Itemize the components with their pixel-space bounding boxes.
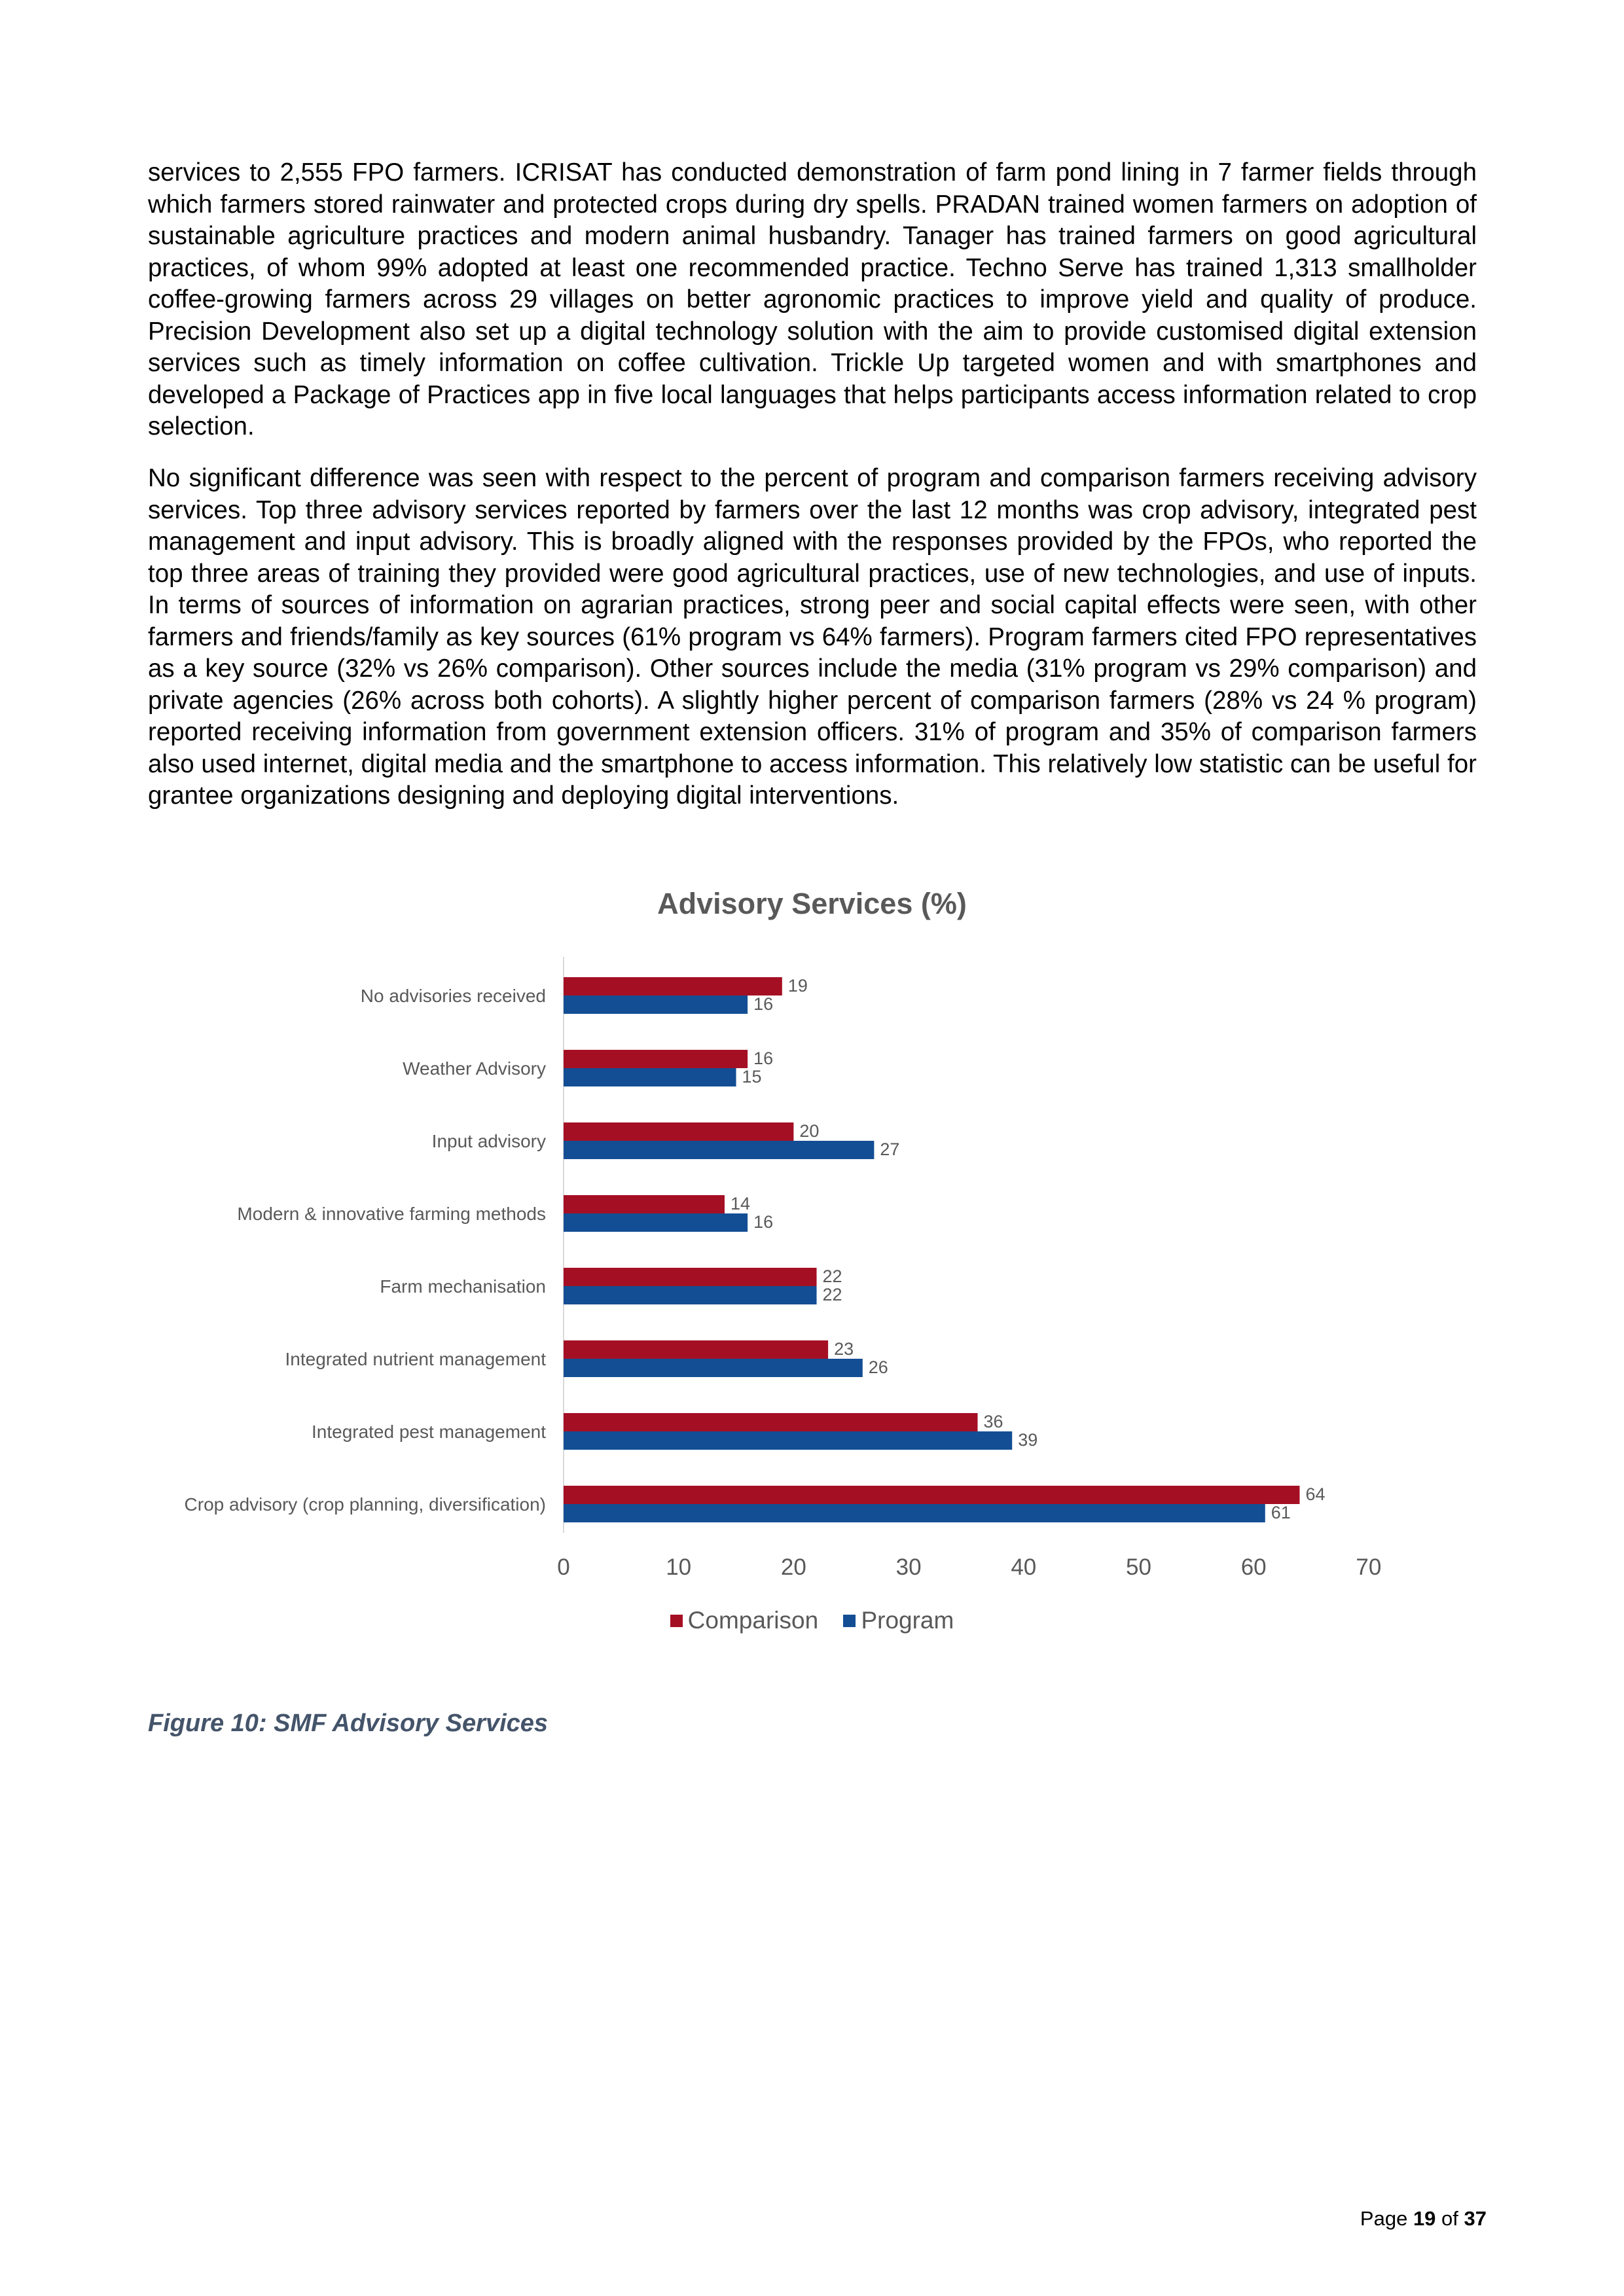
data-label-comparison: 16 — [753, 1049, 774, 1068]
data-label-program: 22 — [822, 1285, 842, 1304]
data-label-comparison: 14 — [730, 1194, 751, 1213]
figure-caption: Figure 10: SMF Advisory Services — [148, 1710, 549, 1737]
data-label-comparison: 20 — [799, 1121, 820, 1141]
category-label: Farm mechanisation — [380, 1276, 546, 1297]
data-label-comparison: 23 — [834, 1339, 854, 1359]
bar-program-7 — [564, 1504, 1265, 1522]
bar-comparison-2 — [564, 1122, 793, 1141]
data-label-comparison: 22 — [822, 1266, 842, 1286]
footer-page-total: 37 — [1464, 2207, 1487, 2230]
data-label-comparison: 36 — [983, 1412, 1003, 1431]
page-footer — [1360, 2207, 1487, 2231]
x-tick-label: 30 — [895, 1554, 922, 1580]
bar-program-2 — [564, 1141, 874, 1159]
bar-program-3 — [564, 1213, 748, 1232]
bar-program-0 — [564, 996, 748, 1014]
data-label-program: 61 — [1271, 1503, 1291, 1522]
footer-of: of — [1435, 2207, 1464, 2230]
legend-label-comparison: Comparison — [687, 1607, 819, 1634]
data-label-comparison: 64 — [1305, 1484, 1326, 1504]
bar-program-5 — [564, 1359, 863, 1377]
bar-comparison-3 — [564, 1195, 725, 1213]
chart-legend — [0, 1607, 1624, 1634]
data-label-program: 16 — [753, 994, 774, 1014]
legend-item-program — [843, 1607, 954, 1634]
x-tick-label: 50 — [1126, 1554, 1151, 1580]
body-paragraph-2: No significant difference was seen with respect to the percent of program and comparison farmers receiving advisory services. Top three advisory services reported by farmers over the last 12 months was crop advisory, integrated pest management and input advisory. This is broadly aligned with the responses provided by the FPOs, who reported the top three areas of training they provided were good agricultural practices, use of new technologies, and use of inputs. In terms of sources of information on agrarian practices, strong peer and social capital effects were seen, with other farmers and friends/family as key sources (61% program vs 64% farmers). Program farmers cited FPO representatives as a key source (32% vs 26% comparison). Other sources include the media (31% program vs 29% comparison) and private agencies (26% across both cohorts). A slightly higher percent of comparison farmers (28% vs 24 % program) reported receiving information from government extension officers. 31% of program and 35% of comparison farmers also used internet, digital media and the smartphone to access information. This relatively low statistic can be useful for grantee organizations designing and deploying digital interventions. — [148, 464, 1477, 810]
legend-label-program: Program — [861, 1607, 954, 1634]
data-label-program: 15 — [742, 1067, 762, 1086]
category-label: Weather Advisory — [403, 1058, 546, 1079]
data-label-comparison: 19 — [787, 976, 808, 996]
x-tick-label: 10 — [666, 1554, 692, 1580]
footer-page-number: 19 — [1413, 2207, 1436, 2230]
data-label-program: 39 — [1018, 1430, 1038, 1450]
chart-title: Advisory Services (%) — [657, 887, 967, 920]
x-tick-label: 70 — [1356, 1554, 1382, 1580]
bar-program-1 — [564, 1068, 736, 1086]
category-label: Crop advisory (crop planning, diversification) — [184, 1494, 546, 1515]
footer-prefix: Page — [1360, 2207, 1413, 2230]
bar-comparison-0 — [564, 977, 782, 996]
x-tick-label: 0 — [557, 1554, 570, 1580]
legend-item-comparison — [670, 1607, 818, 1634]
category-label: Integrated nutrient management — [285, 1349, 546, 1369]
legend-swatch-comparison — [670, 1615, 683, 1627]
bar-comparison-6 — [564, 1413, 978, 1431]
x-tick-label: 60 — [1240, 1554, 1267, 1580]
category-label: Integrated pest management — [311, 1422, 546, 1442]
bar-comparison-7 — [564, 1486, 1299, 1504]
bar-comparison-1 — [564, 1050, 748, 1068]
bar-program-4 — [564, 1286, 817, 1304]
data-label-program: 26 — [868, 1357, 888, 1377]
bar-comparison-4 — [564, 1268, 817, 1286]
category-label: No advisories received — [360, 986, 546, 1006]
x-tick-label: 20 — [780, 1554, 806, 1580]
legend-swatch-program — [843, 1615, 856, 1627]
x-tick-label: 40 — [1011, 1554, 1037, 1580]
bar-program-6 — [564, 1431, 1012, 1450]
body-paragraph-1: services to 2,555 FPO farmers. ICRISAT has conducted demonstration of farm pond lining in 7 farmer fields through which farmers stored rainwater and protected crops during dry spells. PRADAN trained women farmers on adoption of sustainable agriculture practices and modern animal husbandry. Tanager has trained farmers on good agricultural practices, of whom 99% adopted at least one recommended practice. Techno Serve has trained 1,313 smallholder coffee-growing farmers across 29 villages on better agronomic practices to improve yield and quality of produce. Precision Development also set up a digital technology solution with the aim to provide customised digital extension services such as timely information on coffee cultivation. Trickle Up targeted women and with smartphones and developed a Package of Practices app in five local languages that helps participants access information related to crop selection. — [148, 158, 1477, 440]
category-label: Modern & innovative farming methods — [237, 1204, 546, 1224]
bar-comparison-5 — [564, 1340, 828, 1359]
data-label-program: 16 — [753, 1212, 774, 1232]
category-label: Input advisory — [431, 1131, 546, 1151]
data-label-program: 27 — [880, 1139, 900, 1159]
